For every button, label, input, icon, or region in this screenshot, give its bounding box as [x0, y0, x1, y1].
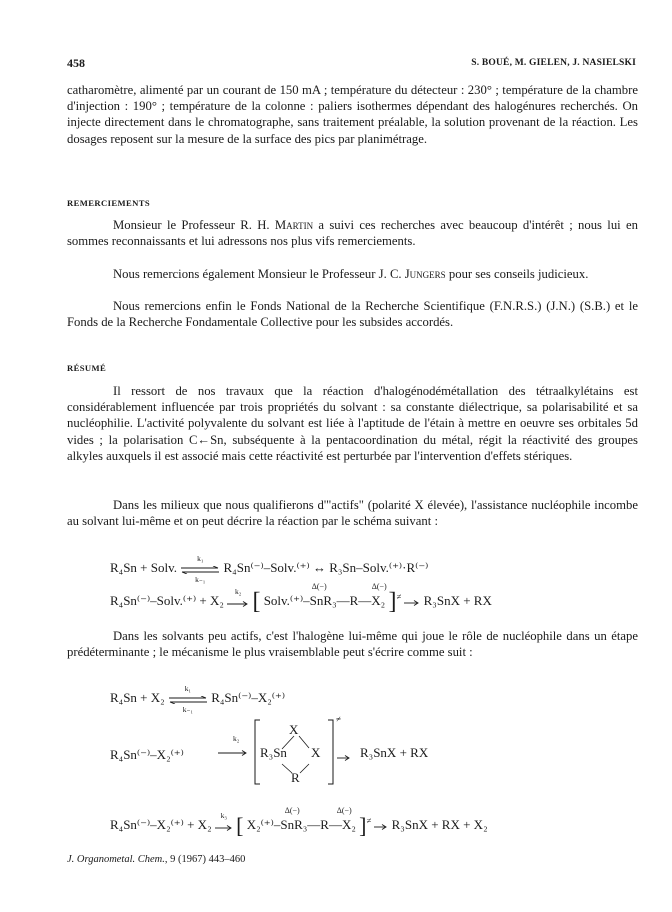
equation-5: R₄Sn⁽⁻⁾–X₂⁽⁺⁾ + X₂ k₃ [ Δ(−) Δ(−) X₂⁽⁺⁾–SnR₃—R—X₂ ]≠ R₃SnX + RX + X₂	[110, 805, 488, 838]
equation-1: R₄Sn + Solv. k₁ k₋₁ R₄Sn⁽⁻⁾–Solv.⁽⁺⁾ ↔ R₃Sn–Solv.⁽⁺⁾·R⁽⁻⁾	[110, 554, 429, 584]
page-number: 458	[67, 56, 85, 70]
equation-4: R₄Sn⁽⁻⁾–X₂⁽⁺⁾	[110, 747, 184, 762]
acknowledgements-paragraph-2: Nous remercions également Monsieur le Professeur J. C. Jungers pour ses conseils judicieux.	[113, 267, 589, 281]
ts-r-bottom: R	[291, 770, 300, 785]
summary-paragraph-3: Dans les solvants peu actifs, c'est l'halogène lui-même qui joue le rôle de nucléophile dans un étape prédéterminante ; le mécanisme le plus vraisemblable peut s'écrire comme suit :	[67, 629, 638, 660]
ts-x-top: X	[289, 722, 299, 737]
arrow-icon	[404, 600, 420, 606]
equation-4-product-arrow	[337, 748, 351, 766]
arrow-icon	[218, 750, 248, 756]
equation-2: R₄Sn⁽⁻⁾–Solv.⁽⁺⁾ + X₂ k₂ [ Δ(−) Δ(−) Solv.⁽⁺⁾–SnR₃—R—X₂ ]≠ R₃SnX + RX	[110, 581, 492, 615]
ts-sn-center: R₃Sn	[260, 745, 287, 760]
transition-state-3: Δ(−) Δ(−) X₂⁽⁺⁾–SnR₃—R—X₂	[246, 805, 356, 832]
summary-heading: RÉSUMÉ	[67, 363, 107, 373]
transition-state-1: Δ(−) Δ(−) Solv.⁽⁺⁾–SnR₃—R—X₂	[263, 581, 387, 608]
intro-paragraph: catharomètre, alimenté par un courant de 150 mA ; température du détecteur : 230° ; température de la chambre d'injection : 190° ; température de la colonne : paliers isothermes dépendant des halogénures recherchés. On injecte directement dans le chromatographe, sans traitement préalable, la solution provenant de la réaction. Les dosages reposent sur la mesure de la surface des pics par planimétrage.	[67, 83, 638, 146]
equation-3: R₄Sn + X₂ k₁ k₋₁ R₄Sn⁽⁻⁾–X₂⁽⁺⁾	[110, 684, 286, 714]
arrow-icon	[374, 824, 388, 830]
arrow-icon	[227, 601, 249, 607]
equilibrium-arrow-k1: k₁ k₋₁	[180, 555, 220, 583]
equation-4-products: R₃SnX + RX	[360, 745, 429, 760]
dagger-mark: ≠	[336, 714, 341, 724]
journal-citation: J. Organometal. Chem., 9 (1967) 443–460	[67, 854, 246, 865]
acknowledgements-paragraph-1: Monsieur le Professeur R. H. Martin a suivi ces recherches avec beaucoup d'intérêt ; nous lui en sommes reconnaissants et lui adressons nos plus vifs remerciements.	[67, 218, 638, 249]
summary-paragraph-2: Dans les milieux que nous qualifierons d'"actifs" (polarité X élevée), l'assistance nucléophile incombe au solvant lui-même et on peut décrire la réaction par le schéma suivant :	[67, 498, 638, 529]
summary-paragraph-1: Il ressort de nos travaux que la réaction d'halogénodémétallation des tétraalkylétains est considérablement influencée par trois propriétés du solvant : sa constante diélectrique, sa polarisabilité et sa nucléophilie. L'activité polyvalente du solvant est liée à l'aptitude de l'étain à mettre en oeuvre ses orbitales 5d vides ; la polarisation C←Sn, subséquente à la pentacoordination du métal, régit la réactivité des groupes alkyles auxquels il est associé mais cette réactivité est perturbée par l'intervention d'effets stériques.	[67, 384, 638, 463]
acknowledgements-heading: REMERCIEMENTS	[67, 198, 151, 208]
equation-4-arrow: k₂	[218, 734, 248, 761]
arrow-icon	[337, 755, 351, 761]
ts-x-right: X	[311, 745, 321, 760]
running-header-authors: S. BOUÉ, M. GIELEN, J. NASIELSKI	[471, 58, 636, 68]
arrow-icon	[215, 825, 233, 831]
acknowledgements-paragraph-3: Nous remercions enfin le Fonds National de la Recherche Scientifique (F.N.R.S.) (J.N.) (S.B.) et le Fonds de la Recherche Fondamentale Collective pour les subsides accordés.	[67, 299, 638, 330]
equilibrium-arrow-icon	[180, 566, 220, 574]
equilibrium-arrow-icon	[168, 696, 208, 704]
